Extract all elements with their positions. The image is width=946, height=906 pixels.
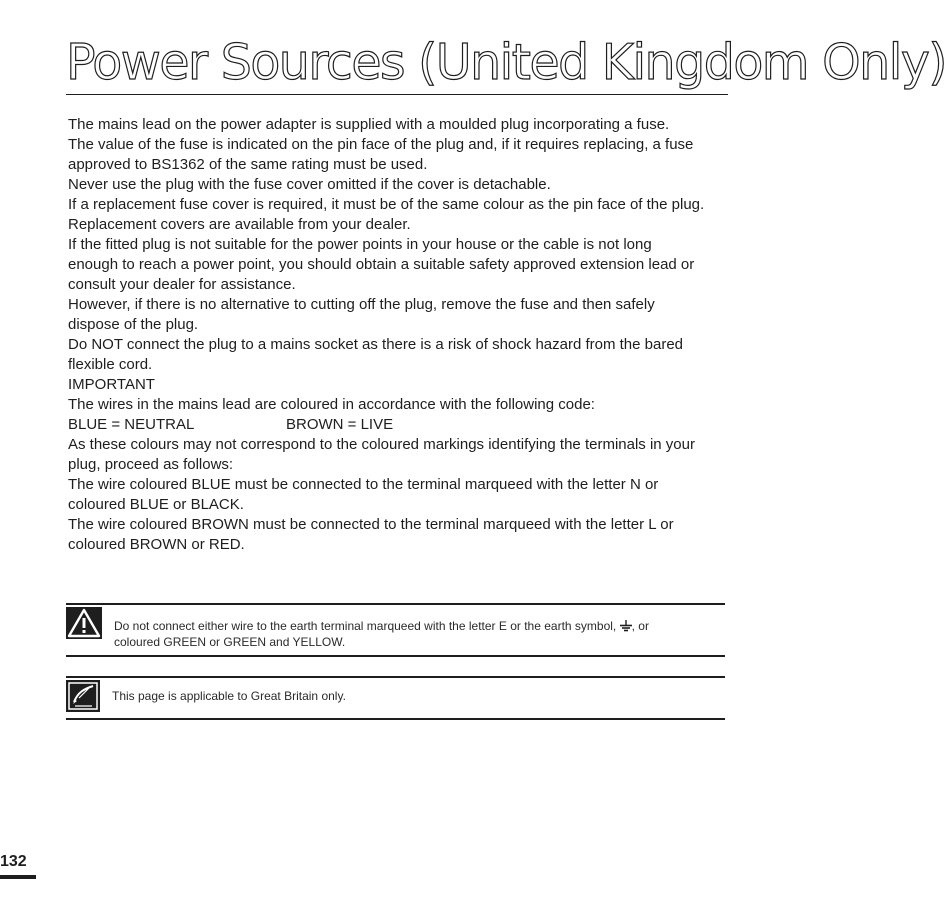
body-line: As these colours may not correspond to the coloured markings identifying the terminals in your [68, 436, 695, 453]
colour-code-row [68, 415, 733, 435]
body-line: The mains lead on the power adapter is supplied with a moulded plug incorporating a fuse. [68, 116, 670, 133]
body-line: The wire coloured BLUE must be connected to the terminal marqueed with the letter N or [68, 476, 659, 493]
warning-bottom-rule [66, 655, 725, 657]
body-line: The value of the fuse is indicated on the pin face of the plug and, if it requires replacing, a fuse [68, 136, 694, 153]
memo-text: This page is applicable to Great Britain only. [112, 689, 346, 703]
body-line: flexible cord. [68, 356, 153, 373]
body-line: The wire coloured BROWN must be connected to the terminal marqueed with the letter L or [68, 516, 674, 533]
memo-pencil-icon [66, 680, 100, 712]
earth-symbol-icon [620, 620, 632, 631]
body-line: Do NOT connect the plug to a mains socket as there is a risk of shock hazard from the bared [68, 336, 684, 353]
code-brown: BROWN = LIVE [286, 416, 394, 433]
body-line: If the fitted plug is not suitable for the power points in your house or the cable is not long [68, 236, 652, 253]
body-line: If a replacement fuse cover is required, it must be of the same colour as the pin face of the plug. [68, 196, 705, 213]
memo-top-rule [66, 676, 725, 678]
body-text [68, 115, 733, 555]
warning-text [114, 618, 649, 650]
memo-bottom-rule [66, 718, 725, 720]
body-line: coloured BROWN or RED. [68, 536, 245, 553]
memo-note [66, 676, 725, 724]
warning-text-line1: Do not connect either wire to the earth terminal marqueed with the letter E or the earth symbol, [114, 619, 617, 633]
code-blue: BLUE = NEUTRAL [68, 416, 195, 433]
page-number-bar [0, 875, 36, 879]
warning-text-line2: coloured GREEN or GREEN and YELLOW. [114, 635, 346, 649]
page-number: 132 [0, 853, 27, 870]
body-line: coloured BLUE or BLACK. [68, 496, 244, 513]
body-line: Replacement covers are available from your dealer. [68, 216, 411, 233]
body-line: enough to reach a power point, you should obtain a suitable safety approved extension lead or [68, 256, 695, 273]
body-line: dispose of the plug. [68, 316, 199, 333]
body-line: plug, proceed as follows: [68, 456, 234, 473]
body-line: consult your dealer for assistance. [68, 276, 296, 293]
body-line: approved to BS1362 of the same rating must be used. [68, 156, 428, 173]
page-title: Power Sources (United Kingdom Only) [66, 34, 946, 91]
body-line: However, if there is no alternative to cutting off the plug, remove the fuse and then safely [68, 296, 655, 313]
title-underline [66, 94, 728, 95]
warning-top-rule [66, 603, 725, 605]
warning-triangle-icon [66, 607, 102, 639]
body-line: Never use the plug with the fuse cover omitted if the cover is detachable. [68, 176, 551, 193]
important-heading: IMPORTANT [68, 376, 155, 393]
warning-note [66, 603, 725, 659]
body-line: The wires in the mains lead are coloured in accordance with the following code: [68, 396, 595, 413]
warning-text-line1-end: , or [631, 619, 649, 633]
